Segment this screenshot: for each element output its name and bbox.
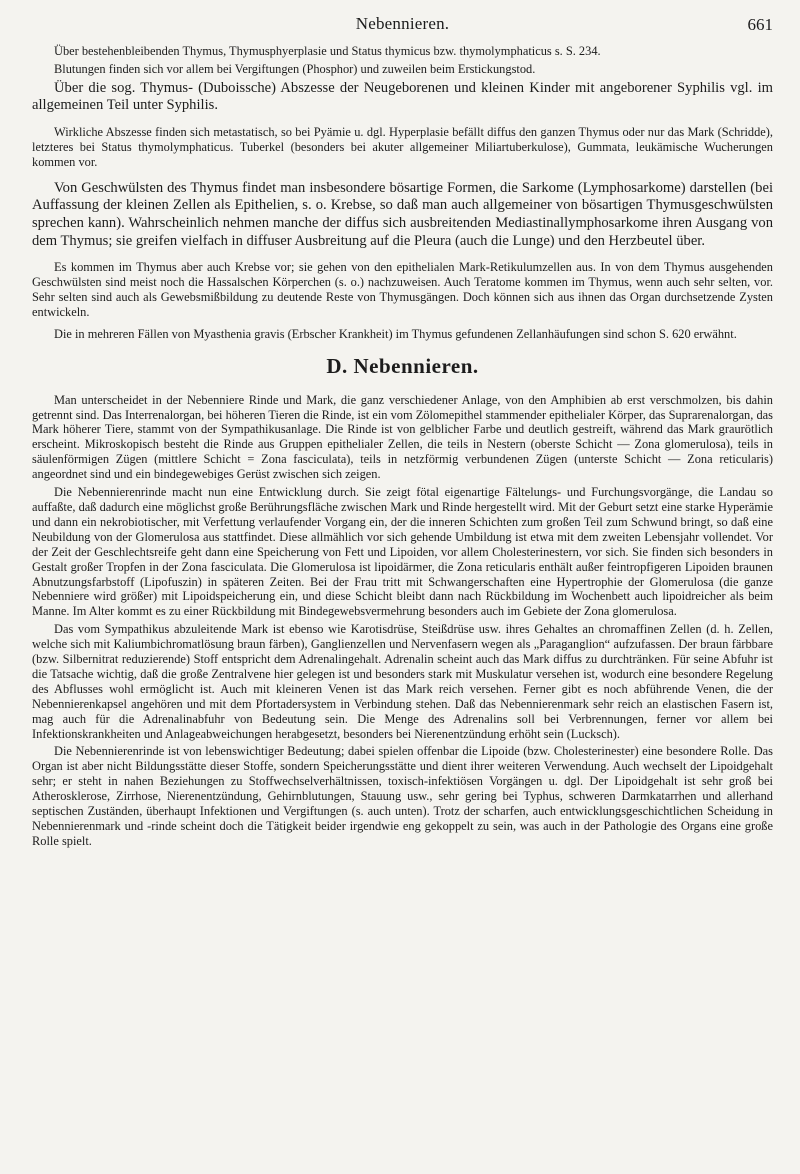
- running-head: [32, 14, 773, 44]
- paragraph-thymus-abszesse: Über die sog. Thymus- (Duboissche) Abszesse der Neugeborenen und kleinen Kinder mit angeborener Syphilis vgl. im allgemeinen Teil unter Syphilis.: [32, 79, 773, 114]
- paragraph-blutungen: Blutungen finden sich vor allem bei Vergiftungen (Phosphor) und zuweilen beim Erstickungstod.: [54, 61, 536, 76]
- paragraph-rinde-bedeutung: Die Nebennierenrinde ist von lebenswichtiger Bedeutung; dabei spielen offenbar die Lipoide (bzw. Cholesterinester) eine besondere Rolle. Das Organ ist aber nicht Bildungsstätte dieser Stoffe, sondern Speicherungsstätte und dient ihrer weiteren Verwendung. Auch wechselt der Lipoidgehalt sehr; er steht in nahen Beziehungen zu Stoffwechselverhältnissen, toxisch-infektiösen Vorgängen u. dgl. Der Lipoidgehalt ist sehr groß bei Atherosklerose, Zirrhose, Nierenentzündung, Gehirnblutungen, Stauung usw., sehr gering bei Typhus, schweren Darmkatarrhen und allerhand septischen Zuständen, überhaupt Infektionen und Vergiftungen (s. auch unten). Trotz der scharfen, auch entwicklungsgeschichtlichen Scheidung in Nebennierenmark und -rinde scheint doch die Tätigkeit beider irgendwie eng gekoppelt zu sein, was auch in der Pathologie des Organs eine große Rolle spielt.: [32, 744, 773, 848]
- paragraph-geschwuelste: Von Geschwülsten des Thymus findet man insbesondere bösartige Formen, die Sarkome (Lymphosarkome) darstellen (bei Auffassung der kleinen Zellen als Epithelien, s. o. Krebse, so daß man auch allgemeiner von bösartigen Thymusgeschwülsten sprechen kann). Wahrscheinlich nehmen manche der diffus sich ausbreitenden Mediastinallymphosarkome ihren Ausgang von dem Thymus; sie greifen vielfach in diffuser Ausbreitung auf die Pleura (auch die Lunge) und den Herzbeutel über.: [32, 179, 773, 249]
- paragraph-wirkliche-abszesse: Wirkliche Abszesse finden sich metastatisch, so bei Pyämie u. dgl. Hyperplasie befällt diffus den ganzen Thymus oder nur das Mark (Schridde), letzteres bei Status thymolymphaticus. Tuberkel (besonders bei akuter allgemeiner Miliartuberkulose), Gummata, leukämische Wucherungen kommen vor.: [32, 125, 773, 169]
- paragraph-rinde-und-mark: Man unterscheidet in der Nebenniere Rinde und Mark, die ganz verschiedener Anlage, von den Amphibien ab erst verschmolzen, bis dahin getrennt sind. Das Interrenalorgan, bei höheren Tieren die Rinde, ist ein vom Zölomepithel stammender epithelialer Körper, das Suprarenalorgan, das Mark höherer Tiere, stammt von der Sympathikusanlage. Die Rinde ist von gelblicher Farbe und deutlich gestreift, während das Mark graurötlich erscheint. Mikroskopisch besteht die Rinde aus Gruppen epithelialer Zellen, die teils in Nestern (oberste Schicht — Zona glomerulosa), teils in säulenförmigen Zügen (mittlere Schicht = Zona fasciculata), teils in netzförmig verbundenen Zügen (unterste Schicht — Zona reticularis) angeordnet sind und ein bindegewebiges Gerüst zwischen sich zeigen.: [32, 392, 773, 482]
- page-number: 661: [747, 15, 773, 34]
- paragraph-myasthenia: Die in mehreren Fällen von Myasthenia gravis (Erbscher Krankheit) im Thymus gefundenen Zellanhäufungen sind schon S. 620 erwähnt.: [54, 326, 737, 341]
- paragraph-thymus-hyperplasia-reference: Über bestehenbleibenden Thymus, Thymusphyerplasie und Status thymicus bzw. thymolymphaticus s. S. 234.: [54, 44, 601, 58]
- book-page: [32, 14, 773, 849]
- paragraph-mark-paraganglion: Das vom Sympathikus abzuleitende Mark ist ebenso wie Karotisdrüse, Steißdrüse usw. ihres Gehaltes an chromaffinen Zellen (d. h. Zellen, welche sich mit Kaliumbichromatlösung braun färben), Ganglienzellen und Nervenfasern wegen als „Paraganglion“ aufzufassen. Der braun färbbare (bzw. Silbernitrat reduzierende) Stoff entspricht dem Adrenalingehalt. Adrenalin scheint auch das Mark diffus zu durchtränken. Für seine Abfuhr ist die Tatsache wichtig, daß die große Zentralvene hier gelegen ist und besonders stark mit Muskulatur versehen ist, wodurch eine besondere Regelung des Abflusses wohl ermöglicht ist. Auch mit kleineren Venen ist das Mark reich versehen. Ferner gibt es noch abführende Venen, die der Nebennierenkapsel angehören und mit dem Pfortadersystem in Verbindung stehen. Daß das Nebennierenmark sehr reich an elastischen Fasern ist, mag auch für die Adrenalinabfuhr von Bedeutung sein. Die Menge des Adrenalins soll bei Verbrennungen, ferner vor allem bei Infektionskrankheiten und Anlageabweichungen herabgesetzt, besonders bei Nierenentzündung erhöht sein (Lucksch).: [32, 622, 773, 741]
- section-heading: D. Nebennieren.: [326, 353, 479, 378]
- running-title: Nebennieren.: [355, 14, 450, 33]
- paragraph-krebse: Es kommen im Thymus aber auch Krebse vor; sie gehen von den epithelialen Mark-Retikulumzellen aus. In von dem Thymus ausgehenden Geschwülsten sind meist noch die Hassalschen Körperchen (s. o.) nachzuweisen. Auch Teratome kommen im Thymus, wenn auch sehr selten, vor. Sehr selten sind auch als Gewebsmißbildung zu deutende Reste von Thymusgängen. Doch können sich aus ihnen das Organ durchsetzende Zysten entwickeln.: [32, 260, 773, 319]
- paragraph-rindenentwicklung: Die Nebennierenrinde macht nun eine Entwicklung durch. Sie zeigt fötal eigenartige Fältelungs- und Furchungsvorgänge, die Landau so auffaßte, daß dadurch eine möglichst große Berührungsfläche zwischen Mark und Rinde hergestellt wird. Mit der Geburt setzt eine starke Hyperämie und dann ein nekrobiotischer, mit Verfettung verlaufender Vorgang ein, der die inneren Schichten zum großen Teil zum Schwund bringt, so daß eine Neubildung von der Glomerulosa aus stattfindet. Diese allmählich vor sich gehende Umbildung ist etwa mit dem zweiten Lebensjahr vollendet. Vor der Zeit der Geschlechtsreife geht dann eine Speicherung von Fett und Lipoiden, vor allem Cholesterinestern, vor sich. Sie finden sich besonders in Gestalt großer Tropfen in der Zona fasciculata. Die Glomerulosa ist lipoidärmer, die Zona reticularis enthält außer feintropfigeren Lipoiden braunen Abnutzungsfarbstoff (Lipofuszin) in späteren Zeiten. Bei der Frau tritt mit Schwangerschaften eine Hypertrophie der Glomerulosa (die ganze Nebenniere wird größer) mit Lipoidspeicherung ein, und diese Schicht bleibt dann nach Rückbildung im Wochenbett auch lipoidreicher als beim Manne. Im Alter kommt es zu einer Rückbildung mit Bindegewebsvermehrung besonders auch im Gebiete der Zona glomerulosa.: [32, 485, 773, 619]
